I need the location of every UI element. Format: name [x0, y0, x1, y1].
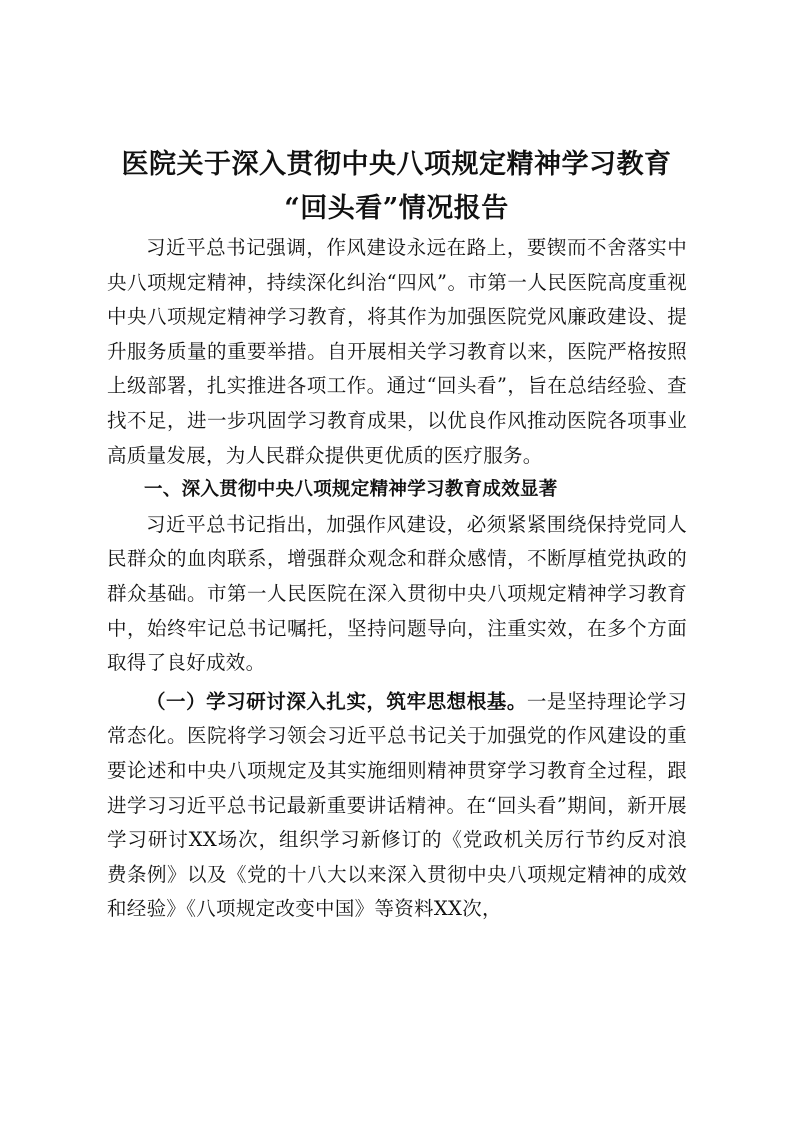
- section-1-paragraph: 习近平总书记指出，加强作风建设，必须紧紧围绕保持党同人民群众的血肉联系，增强群众观念和群众感情，不断厚植党执政的群众基础。市第一人民医院在深入贯彻中央八项规定精神学习教育中，始终牢记总书记嘱托，坚持问题导向，注重实效，在多个方面取得了良好成效。: [107, 512, 687, 675]
- subsection-1-paragraph: [107, 685, 687, 927]
- subsection-1-text: 一是坚持理论学习常态化。医院将学习领会习近平总书记关于加强党的作风建设的重要论述和中央八项规定及其实施细则精神贯穿学习教育全过程，跟进学习习近平总书记最新重要讲话精神。在“回头看”期间，新开展学习研讨XX场次，组织学习新修订的《党政机关厉行节约反对浪费条例》以及《党的十八大以来深入贯彻中央八项规定精神的成效和经验》《八项规定改变中国》等资料XX次，: [107, 689, 687, 921]
- document-title-line-2: “回头看”情况报告: [284, 193, 509, 224]
- intro-paragraph: 习近平总书记强调，作风建设永远在路上，要锲而不舍落实中央八项规定精神，持续深化纠治“四风”。市第一人民医院高度重视中央八项规定精神学习教育，将其作为加强医院党风廉政建设、提升服务质量的重要举措。自开展相关学习教育以来，医院严格按照上级部署，扎实推进各项工作。通过“回头看”，旨在总结经验、查找不足，进一步巩固学习教育成果，以优良作风推动医院各项事业高质量发展，为人民群众提供更优质的医疗服务。: [107, 236, 687, 467]
- subsection-heading-1: （一）学习研讨深入扎实，筑牢思想根基。: [146, 689, 527, 713]
- document-title-line-1: 医院关于深入贯彻中央八项规定精神学习教育: [121, 149, 672, 180]
- section-heading-1: 一、深入贯彻中央八项规定精神学习教育成效显著: [144, 479, 558, 501]
- document-body: [107, 231, 687, 927]
